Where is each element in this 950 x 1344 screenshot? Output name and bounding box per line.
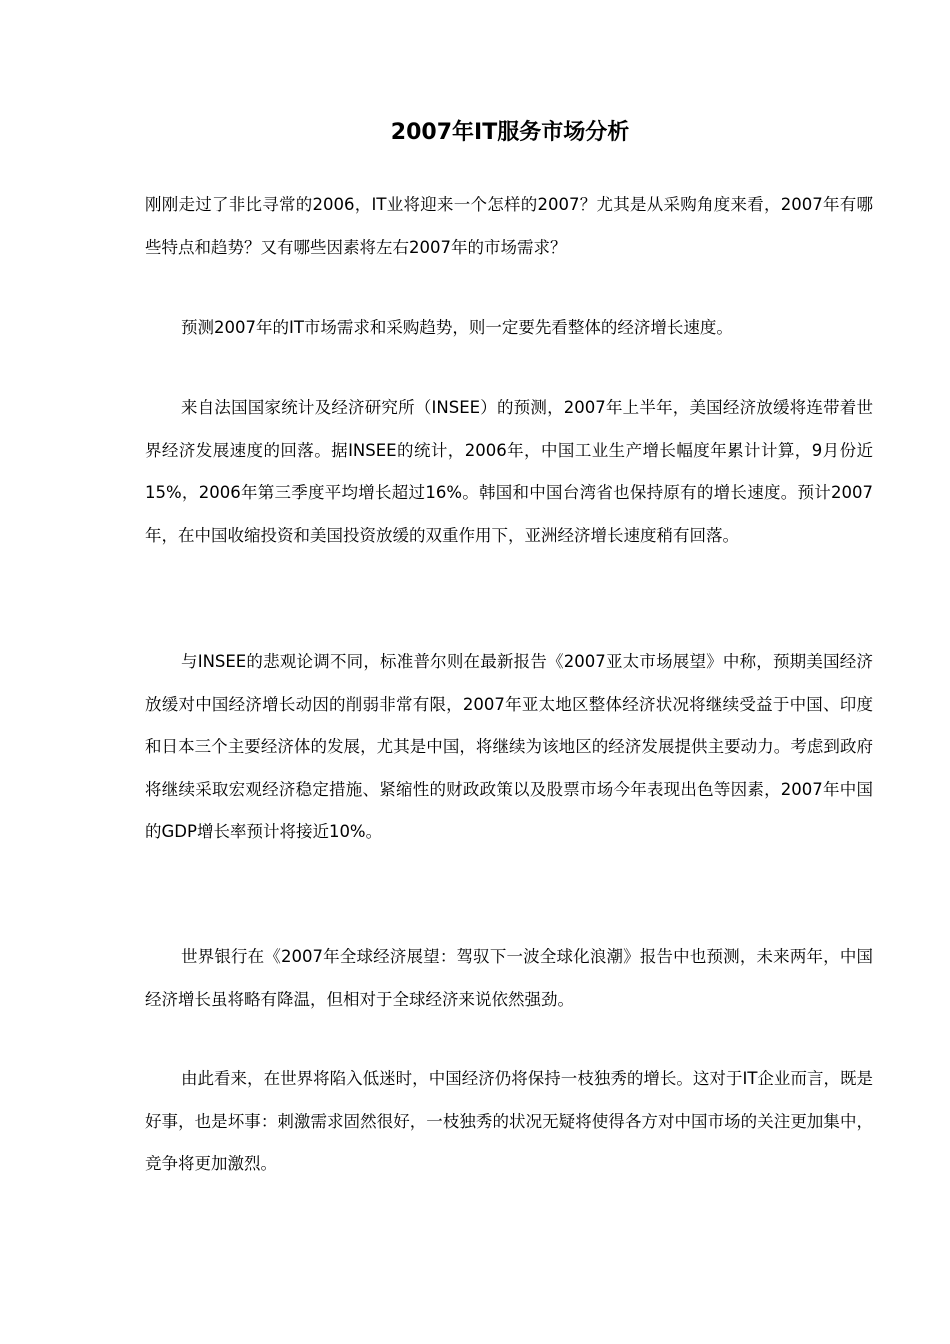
paragraph-world-bank: 世界银行在《2007年全球经济展望：驾驭下一波全球化浪潮》报告中也预测，未来两年，中国经济增长虽将略有降温，但相对于全球经济来说依然强劲。 — [145, 947, 873, 1009]
paragraph-intro: 刚刚走过了非比寻常的2006，IT业将迎来一个怎样的2007？尤其是从采购角度来看，2007年有哪些特点和趋势？又有哪些因素将左右2007年的市场需求？ — [145, 195, 873, 257]
paragraph-forecast: 预测2007年的IT市场需求和采购趋势，则一定要先看整体的经济增长速度。 — [181, 318, 733, 337]
paragraph-conclusion: 由此看来，在世界将陷入低迷时，中国经济仍将保持一枝独秀的增长。这对于IT企业而言，既是好事，也是坏事：刺激需求固然很好，一枝独秀的状况无疑将使得各方对中国市场的关注更加集中，竞争将更加激烈。 — [145, 1069, 873, 1173]
paragraph-insee: 来自法国国家统计及经济研究所（INSEE）的预测，2007年上半年，美国经济放缓将连带着世界经济发展速度的回落。据INSEE的统计，2006年，中国工业生产增长幅度年累计计算，9月份近15%，2006年第三季度平均增长超过16%。韩国和中国台湾省也保持原有的增长速度。预计2007年，在中国收缩投资和美国投资放缓的双重作用下，亚洲经济增长速度稍有回落。 — [145, 398, 873, 545]
paragraph-standard-poors: 与INSEE的悲观论调不同，标准普尔则在最新报告《2007亚太市场展望》中称，预期美国经济放缓对中国经济增长动因的削弱非常有限，2007年亚太地区整体经济状况将继续受益于中国、印度和日本三个主要经济体的发展，尤其是中国，将继续为该地区的经济发展提供主要动力。考虑到政府将继续采取宏观经济稳定措施、紧缩性的财政政策以及股票市场今年表现出色等因素，2007年中国的GDP增长率预计将接近10%。 — [145, 652, 873, 841]
document-title: 2007年IT服务市场分析 — [390, 120, 630, 145]
